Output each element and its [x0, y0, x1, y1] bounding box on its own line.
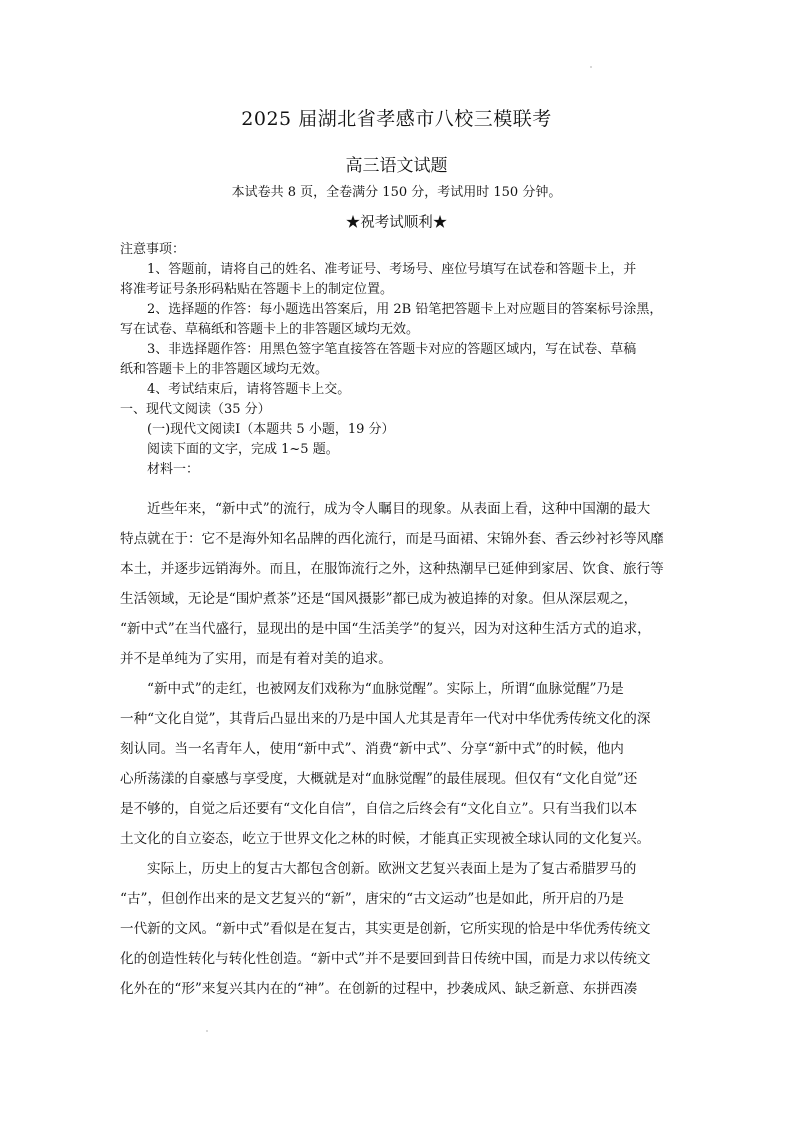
paragraph-line: 土文化的自立姿态，屹立于世界文化之林的时候，才能真正实现被全球认同的文化复兴。 [120, 831, 651, 847]
section-subheading: (一)现代文阅读Ⅰ（本题共 5 小题，19 分） [147, 422, 395, 437]
paragraph-line: 一种“文化自觉”，其背后凸显出来的乃是中国人尤其是青年一代对中华优秀传统文化的深 [120, 711, 651, 727]
paragraph-line: 近些年来，“新中式”的流行，成为令人瞩目的现象。从表面上看，这种中国潮的最大 [147, 501, 651, 517]
paragraph-line: 化外在的“形”来复兴其内在的“神”。在创新的过程中，抄袭成风、缺乏新意、东拼西凑 [120, 981, 638, 997]
notes-line: 纸和答题卡上的非答题区域均无效。 [120, 362, 329, 377]
notes-line: 写在试卷、草稿纸和答题卡上的非答题区域均无效。 [120, 322, 420, 337]
paragraph-line: “新中式”的走红，也被网友们戏称为“血脉觉醒”。实际上，所谓“血脉觉醒”乃是 [147, 681, 624, 697]
notes-line: 2、选择题的作答：每小题选出答案后，用 2B 铅笔把答题卡上对应题目的答案标号涂黑， [147, 302, 663, 317]
notes-heading: 注意事项： [120, 242, 186, 257]
notes-line: 3、非选择题作答：用黑色签字笔直接答在答题卡对应的答题区域内，写在试卷、草稿 [147, 342, 637, 357]
notes-line: 将准考证号条形码粘贴在答题卡上的制定位置。 [120, 282, 394, 297]
exam-wish: ★祝考试顺利★ [345, 215, 448, 231]
scan-dot [590, 66, 592, 68]
paragraph-line: 生活领域，无论是“围炉煮茶”还是“国风摄影”都已成为被追捧的对象。但从深层观之， [120, 591, 638, 607]
exam-info: 本试卷共 8 页，全卷满分 150 分，考试用时 150 分钟。 [231, 185, 562, 200]
section-instruction: 阅读下面的文字，完成 1~5 题。 [147, 442, 339, 457]
section-heading: 一、现代文阅读（35 分） [120, 402, 271, 417]
paragraph-line: 刻认同。当一名青年人，使用“新中式”、消费“新中式”、分享“新中式”的时候，他内 [120, 741, 624, 757]
paragraph-line: “古”，但创作出来的是文艺复兴的“新”，唐宋的“古文运动”也是如此，所开启的乃是 [120, 891, 624, 907]
exam-subtitle: 高三语文试题 [345, 156, 448, 176]
paragraph-line: 特点就在于：它不是海外知名品牌的西化流行，而是马面裙、宋锦外套、香云纱衬衫等风靡 [120, 531, 664, 547]
scan-dot [206, 1030, 208, 1032]
notes-line: 1、答题前，请将自己的姓名、准考证号、考场号、座位号填写在试卷和答题卡上，并 [147, 262, 637, 277]
material-label: 材料一： [147, 462, 200, 477]
paragraph-line: 实际上，历史上的复古大都包含创新。欧洲文艺复兴表面上是为了复古希腊罗马的 [147, 861, 637, 877]
paragraph-line: 心所荡漾的自豪感与享受度，大概就是对“血脉觉醒”的最佳展现。但仅有“文化自觉”还 [120, 771, 638, 787]
paragraph-line: 一代新的文风。“新中式”看似是在复古，其实更是创新，它所实现的恰是中华优秀传统文 [120, 921, 651, 937]
paragraph-line: 是不够的，自觉之后还要有“文化自信”，自信之后终会有“文化自立”。只有当我们以本 [120, 801, 638, 817]
paragraph-line: 本土，并逐步远销海外。而且，在服饰流行之外，这种热潮早已延伸到家居、饮食、旅行等 [120, 561, 664, 577]
notes-line: 4、考试结束后，请将答题卡上交。 [147, 382, 351, 397]
paragraph-line: 并不是单纯为了实用，而是有着对美的追求。 [120, 651, 392, 667]
paragraph-line: 化的创造性转化与转化性创造。“新中式”并不是要回到昔日传统中国，而是力求以传统文 [120, 951, 651, 967]
exam-title: 2025 届湖北省孝感市八校三模联考 [241, 108, 552, 130]
paragraph-line: “新中式”在当代盛行，显现出的是中国“生活美学”的复兴，因为对这种生活方式的追求， [120, 621, 651, 637]
